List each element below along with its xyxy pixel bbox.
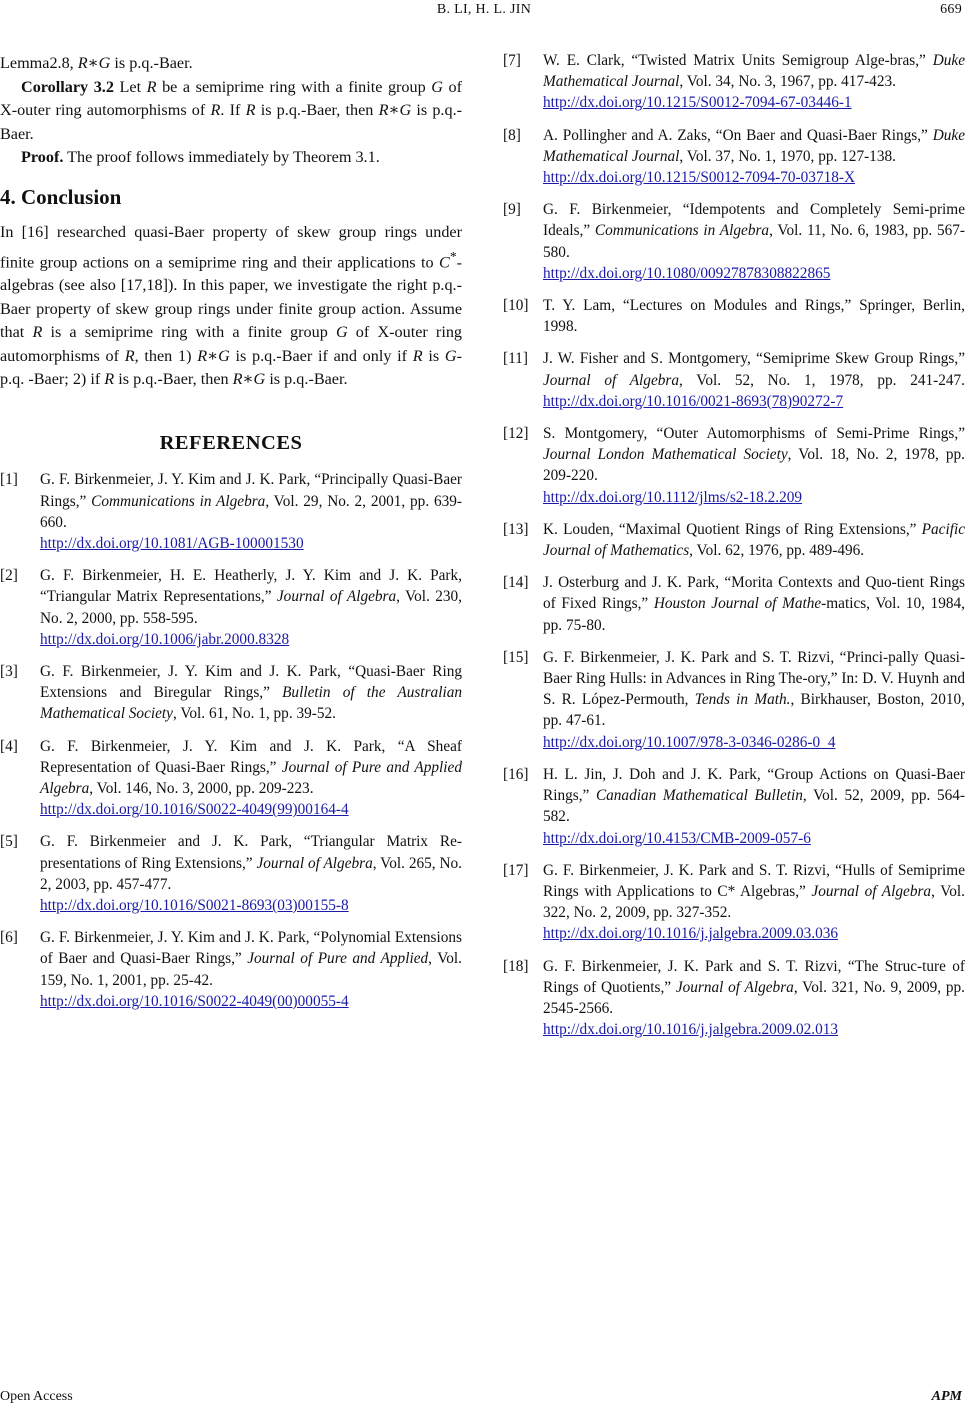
reference-journal: Journal of Algebra [811, 882, 932, 900]
reference-journal: Journal of Algebra [276, 588, 397, 606]
reference-journal: Journal of Algebra [675, 978, 794, 996]
reference-body [543, 295, 965, 337]
reference-details: , Birkhauser, Boston, 2010, pp. 47-61. [543, 691, 965, 730]
right-column [503, 50, 965, 1051]
reference-entry [503, 295, 965, 337]
reference-body [40, 565, 462, 650]
reference-journal: Journal of Pure and Applied [247, 950, 429, 968]
proof-label: Proof. [21, 148, 64, 166]
reference-journal: Journal of Algebra [543, 371, 679, 389]
reference-journal: Journal London Mathematical Society [543, 446, 788, 464]
reference-text: G. F. Birkenmeier, J. Y. Kim and J. K. Park, “A Sheaf Representation of Quasi-Baer Rings,” [40, 737, 462, 776]
reference-doi-link[interactable]: http://dx.doi.org/10.1016/j.jalgebra.2009.03.036 [543, 925, 839, 943]
footer-journal-abbrev: APM [931, 1389, 962, 1404]
left-column [0, 52, 462, 1023]
reference-details: , Vol. 61, No. 1, pp. 39-52. [172, 705, 336, 723]
reference-text: G. F. Birkenmeier, J. K. Park and S. T. Rizvi, “Princi-pally Quasi-Baer Ring Hulls: in Advances in Ring The-ory,” In: D. V. Huynh and S. R. López-Permouth, [543, 648, 965, 709]
reference-journal: Journal of Pure and Applied Algebra [40, 758, 462, 798]
lemma-tail-paragraph: Lemma2.8, R∗G is p.q.-Baer. [0, 54, 193, 72]
reference-number: [11] [503, 350, 528, 368]
reference-body [543, 199, 965, 284]
reference-doi-link[interactable]: http://dx.doi.org/10.1215/S0012-7094-70-03718-X [543, 169, 856, 187]
reference-details: , Vol. 321, No. 9, 2009, pp. 2545-2566. [543, 978, 965, 1017]
page-number: 669 [940, 2, 962, 17]
reference-body [543, 50, 965, 114]
conclusion-heading: 4. Conclusion [0, 184, 122, 209]
reference-details: , Vol. 230, No. 2, 2000, pp. 558-595. [40, 588, 463, 627]
reference-details: , Vol. 52, No. 1, 1978, pp. 241-247. [678, 371, 966, 389]
reference-text: G. F. Birkenmeier, J. Y. Kim and J. K. Park, “Principally Quasi-Baer Rings,” [40, 471, 462, 510]
reference-doi-link[interactable]: http://dx.doi.org/10.1215/S0012-7094-67-03446-1 [543, 94, 852, 112]
reference-text: G. F. Birkenmeier, J. Y. Kim and J. K. Park, “Polynomial Extensions of Baer and Quasi-Baer Rings,” [40, 929, 462, 968]
reference-number: [7] [503, 52, 521, 69]
reference-text: J. W. Fisher and S. Montgomery, “Semiprime Skew Group Rings,” [543, 350, 965, 368]
reference-body [40, 661, 462, 725]
reference-number: [2] [0, 567, 18, 585]
reference-doi-link[interactable]: http://dx.doi.org/10.1016/j.jalgebra.2009.02.013 [543, 1021, 839, 1039]
reference-number: [5] [0, 833, 18, 851]
reference-text: A. Pollingher and A. Zaks, “On Baer and Quasi-Baer Rings,” [543, 126, 933, 144]
reference-text: K. Louden, “Maximal Quotient Rings of Ring Extensions,” [543, 520, 922, 538]
reference-entry [503, 50, 965, 114]
footer-open-access: Open Access [0, 1389, 73, 1404]
reference-list-left [0, 469, 462, 1012]
reference-details: , Vol. 322, No. 2, 2009, pp. 327-352. [543, 882, 965, 922]
reference-text: G. F. Birkenmeier, “Idempotents and Completely Semi-prime Ideals,” [543, 201, 965, 240]
reference-number: [1] [0, 471, 18, 489]
reference-body [543, 647, 965, 753]
reference-entry [503, 423, 965, 508]
reference-doi-link[interactable]: http://dx.doi.org/10.1016/S0022-4049(99)00164-4 [40, 801, 349, 819]
reference-doi-link[interactable]: http://dx.doi.org/10.1007/978-3-0346-0286-0_4 [543, 733, 836, 751]
reference-details: , Vol. 52, 2009, pp. 564-582. [543, 787, 966, 826]
reference-entry [0, 831, 462, 916]
reference-doi-link[interactable]: http://dx.doi.org/10.1112/jlms/s2-18.2.209 [543, 488, 803, 506]
reference-entry [0, 469, 462, 554]
reference-entry [503, 519, 965, 561]
reference-body [543, 519, 965, 561]
reference-number: [16] [503, 765, 529, 783]
reference-journal: Bulletin of the Australian Mathematical Society [40, 684, 462, 723]
reference-number: [9] [503, 201, 521, 219]
reference-details: , Vol. 146, No. 3, 2000, pp. 209-223. [89, 780, 314, 798]
reference-doi-link[interactable]: http://dx.doi.org/10.1080/00927878308822865 [543, 264, 831, 282]
reference-doi-link[interactable]: http://dx.doi.org/10.1081/AGB-100001530 [40, 535, 304, 552]
reference-body [40, 736, 462, 821]
reference-body [543, 125, 965, 189]
reference-details: , Vol. 18, No. 2, 1978, pp. 209-220. [543, 446, 965, 485]
reference-journal: Duke Mathematical Journal [543, 52, 965, 91]
reference-details: , Vol. 34, No. 3, 1967, pp. 417-423. [679, 73, 896, 91]
references-heading: REFERENCES [159, 431, 303, 454]
reference-details: matics, Vol. 10, 1984, pp. 75-80. [543, 595, 965, 634]
reference-number: [6] [0, 929, 18, 947]
corollary-label: Corollary 3.2 [21, 77, 114, 96]
reference-journal: Communications in Algebra [594, 222, 770, 240]
reference-entry [503, 956, 965, 1041]
reference-journal: Pacific Journal of Mathematics [543, 520, 965, 560]
reference-details: , Vol. 265, No. 2, 2003, pp. 457-477. [40, 854, 463, 893]
reference-body [543, 348, 965, 412]
reference-body [543, 956, 965, 1041]
reference-entry [503, 199, 965, 284]
reference-number: [12] [503, 425, 529, 443]
reference-number: [15] [503, 648, 529, 666]
reference-doi-link[interactable]: http://dx.doi.org/10.1016/S0021-8693(03)00155-8 [40, 897, 349, 915]
reference-journal: Journal of Algebra [256, 854, 373, 872]
reference-number: [18] [503, 957, 529, 975]
reference-details: , Vol. 29, No. 2, 2001, pp. 639-660. [40, 492, 463, 531]
reference-doi-link[interactable]: http://dx.doi.org/10.1006/jabr.2000.8328 [40, 630, 290, 648]
reference-details: , Vol. 37, No. 1, 1970, pp. 127-138. [679, 147, 896, 165]
reference-text: W. E. Clark, “Twisted Matrix Units Semigroup Alge-bras,” [543, 52, 933, 69]
reference-text: J. Osterburg and J. K. Park, “Morita Contexts and Quo-tient Rings of Fixed Rings,” [543, 574, 965, 613]
reference-entry [503, 764, 965, 849]
reference-number: [14] [503, 574, 529, 592]
reference-entry [503, 572, 965, 636]
reference-number: [10] [503, 297, 529, 315]
reference-details: , Vol. 11, No. 6, 1983, pp. 567-580. [543, 222, 965, 261]
reference-text: G. F. Birkenmeier, J. Y. Kim and J. K. Park, “Quasi-Baer Ring Extensions and Biregular Rings,” [40, 663, 462, 702]
reference-entry [503, 860, 965, 945]
reference-number: [13] [503, 520, 529, 538]
reference-text: H. L. Jin, J. Doh and J. K. Park, “Group Actions on Quasi-Baer Rings,” [543, 765, 965, 805]
reference-number: [3] [0, 663, 18, 681]
reference-entry [0, 565, 462, 650]
reference-body [40, 927, 462, 1012]
reference-entry [0, 736, 462, 821]
reference-entry [503, 348, 965, 412]
reference-text: S. Montgomery, “Outer Automorphisms of Semi-Prime Rings,” [543, 425, 965, 443]
reference-entry [0, 661, 462, 725]
reference-entry [503, 125, 965, 189]
reference-body [543, 572, 965, 636]
reference-text: T. Y. Lam, “Lectures on Modules and Rings,” Springer, Berlin, 1998. [543, 297, 965, 336]
reference-body [543, 764, 965, 849]
reference-body [40, 831, 462, 916]
reference-journal: Duke Mathematical Journal [543, 126, 965, 165]
running-header [0, 0, 968, 22]
reference-number: [4] [0, 737, 18, 755]
reference-details: , Vol. 159, No. 1, 2001, pp. 25-42. [40, 950, 462, 989]
conclusion-paragraph: In [16] researched quasi-Baer property of skew group rings under finite group actions on a semiprime ring and their applications to C*-algebras (see also [17,18]). In this paper, we investigate the right p.q.-Baer property of skew group rings under finite group action. Assume that R is a semiprime ring with a finite group G of X-outer ring automorphisms of R, then 1) R∗G is p.q.-Baer if and only if R is G-p.q. -Baer; 2) if R is p.q.-Baer, then R∗G is p.q.-Baer. [0, 223, 463, 389]
reference-entry [0, 927, 462, 1012]
reference-doi-link[interactable]: http://dx.doi.org/10.4153/CMB-2009-057-6 [543, 829, 811, 847]
reference-text: G. F. Birkenmeier, J. K. Park and S. T. Rizvi, “The Struc-ture of Rings of Quotients,” [543, 957, 965, 996]
reference-journal: Communications in Algebra [91, 492, 266, 510]
reference-text: G. F. Birkenmeier, J. K. Park and S. T. Rizvi, “Hulls of Semiprime Rings with Applications to C* Algebras,” [543, 861, 965, 900]
reference-body [543, 860, 965, 945]
reference-body [40, 469, 462, 554]
reference-text: G. F. Birkenmeier, H. E. Heatherly, J. Y. Kim and J. K. Park, “Triangular Matrix Representations,” [40, 567, 462, 606]
reference-entry [503, 647, 965, 753]
reference-list-right [503, 50, 965, 1040]
reference-body [543, 423, 965, 508]
reference-journal: Canadian Mathematical Bulletin [595, 787, 803, 805]
reference-doi-link[interactable]: http://dx.doi.org/10.1016/S0022-4049(00)00055-4 [40, 992, 349, 1010]
reference-journal: Houston Journal of Mathe- [653, 595, 827, 613]
page-footer [0, 1387, 968, 1409]
proof-paragraph: Proof. The proof follows immediately by Theorem 3.1. [21, 148, 380, 166]
reference-text: G. F. Birkenmeier and J. K. Park, “Triangular Matrix Re-presentations of Ring Extensions,” [40, 833, 462, 872]
reference-number: [17] [503, 861, 529, 879]
reference-number: [8] [503, 126, 521, 144]
reference-doi-link[interactable]: http://dx.doi.org/10.1016/0021-8693(78)90272-7 [543, 392, 844, 410]
running-title: B. LI, H. L. JIN [436, 2, 532, 17]
reference-details: , Vol. 62, 1976, pp. 489-496. [689, 542, 865, 560]
corollary-paragraph: Corollary 3.2 Let R be a semiprime ring with a finite group G of X-outer ring automorphisms of R. If R is p.q.-Baer, then R∗G is p.q.-Baer. [0, 77, 463, 143]
reference-journal: Tends in Math. [694, 691, 791, 709]
